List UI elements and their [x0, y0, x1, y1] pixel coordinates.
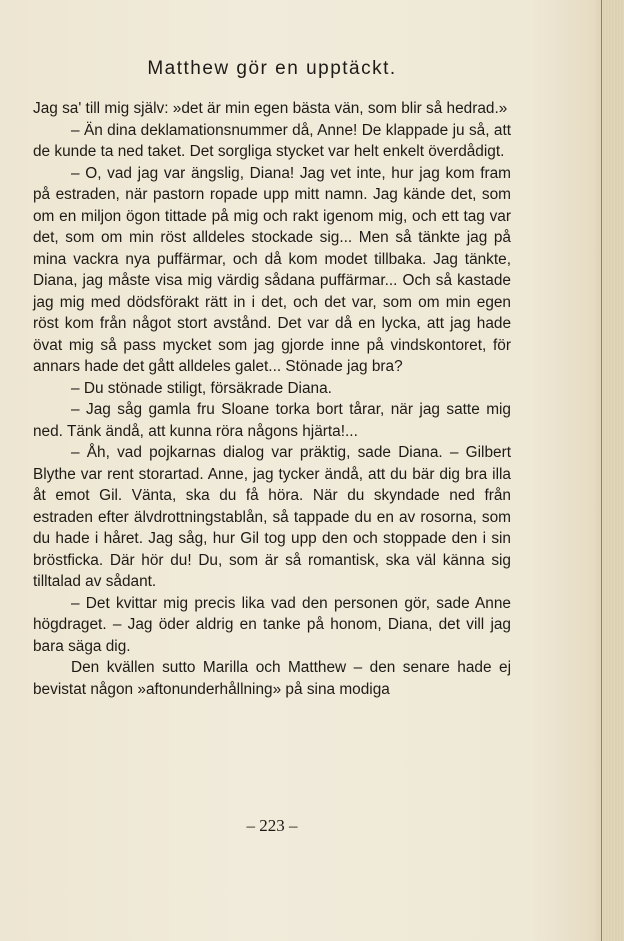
- page-body-text: [33, 98, 511, 700]
- paragraph: – Åh, vad pojkarnas dialog var präktig, sade Diana. – Gilbert Blythe var rent storartad. Anne, jag tycker ändå, att du bär dig bra illa åt emot Gil. Vänta, ska du få höra. När du skyndade ned från estraden efter älvdrottningstablån, så tappade du en av rosorna, som du hade i håret. Jag såg, hur Gil tog upp den och stoppade den i sin bröstficka. Där hör du! Du, som är så romantisk, ska väl känna sig tilltalad av sådant.: [33, 444, 511, 590]
- paragraph: – Jag såg gamla fru Sloane torka bort tårar, när jag satte mig ned. Tänk ändå, att kunna röra någons hjärta!...: [33, 401, 511, 440]
- paragraph: – Än dina deklamationsnummer då, Anne! De klappade ju så, att de kunde ta ned taket. Det sorgliga stycket var helt enkelt överdådigt.: [33, 121, 511, 160]
- page-edge: [601, 0, 624, 941]
- paragraph: – O, vad jag var ängslig, Diana! Jag vet inte, hur jag kom fram på estraden, när pastorn ropade upp mitt namn. Jag kände det, som om en miljon ögon tittade på mig och rakt igenom mig, och ett tag var det, som om min röst alldeles stockade sig... Men så tänkte jag på mina vackra nya puffärmar, och då kom modet tillbaka. Jag tänkte, Diana, jag måste visa mig värdig sådana puffärmar... Och så kastade jag mig med dödsförakt rätt in i det, och det var, som om min egen röst kom från något stort avstånd. Det var då en lycka, att jag hade övat mig så pass mycket som jag gjorde inne på vindskontoret, för annars hade det gått alldeles galet... Stönade jag bra?: [33, 164, 511, 375]
- page-number: – 223 –: [246, 816, 298, 835]
- paragraph: Jag sa' till mig själv: »det är min egen bästa vän, som blir så hedrad.»: [33, 100, 508, 117]
- paragraph: – Det kvittar mig precis lika vad den personen gör, sade Anne högdraget. – Jag öder aldrig en tanke på honom, Diana, det vill jag bara säga dig.: [33, 594, 511, 655]
- paragraph: Den kvällen sutto Marilla och Matthew – den senare hade ej bevistat någon »aftonunderhållning» på sina modiga: [33, 659, 511, 698]
- running-title: Matthew gör en upptäckt.: [147, 58, 397, 79]
- paragraph: – Du stönade stiligt, försäkrade Diana.: [71, 379, 332, 397]
